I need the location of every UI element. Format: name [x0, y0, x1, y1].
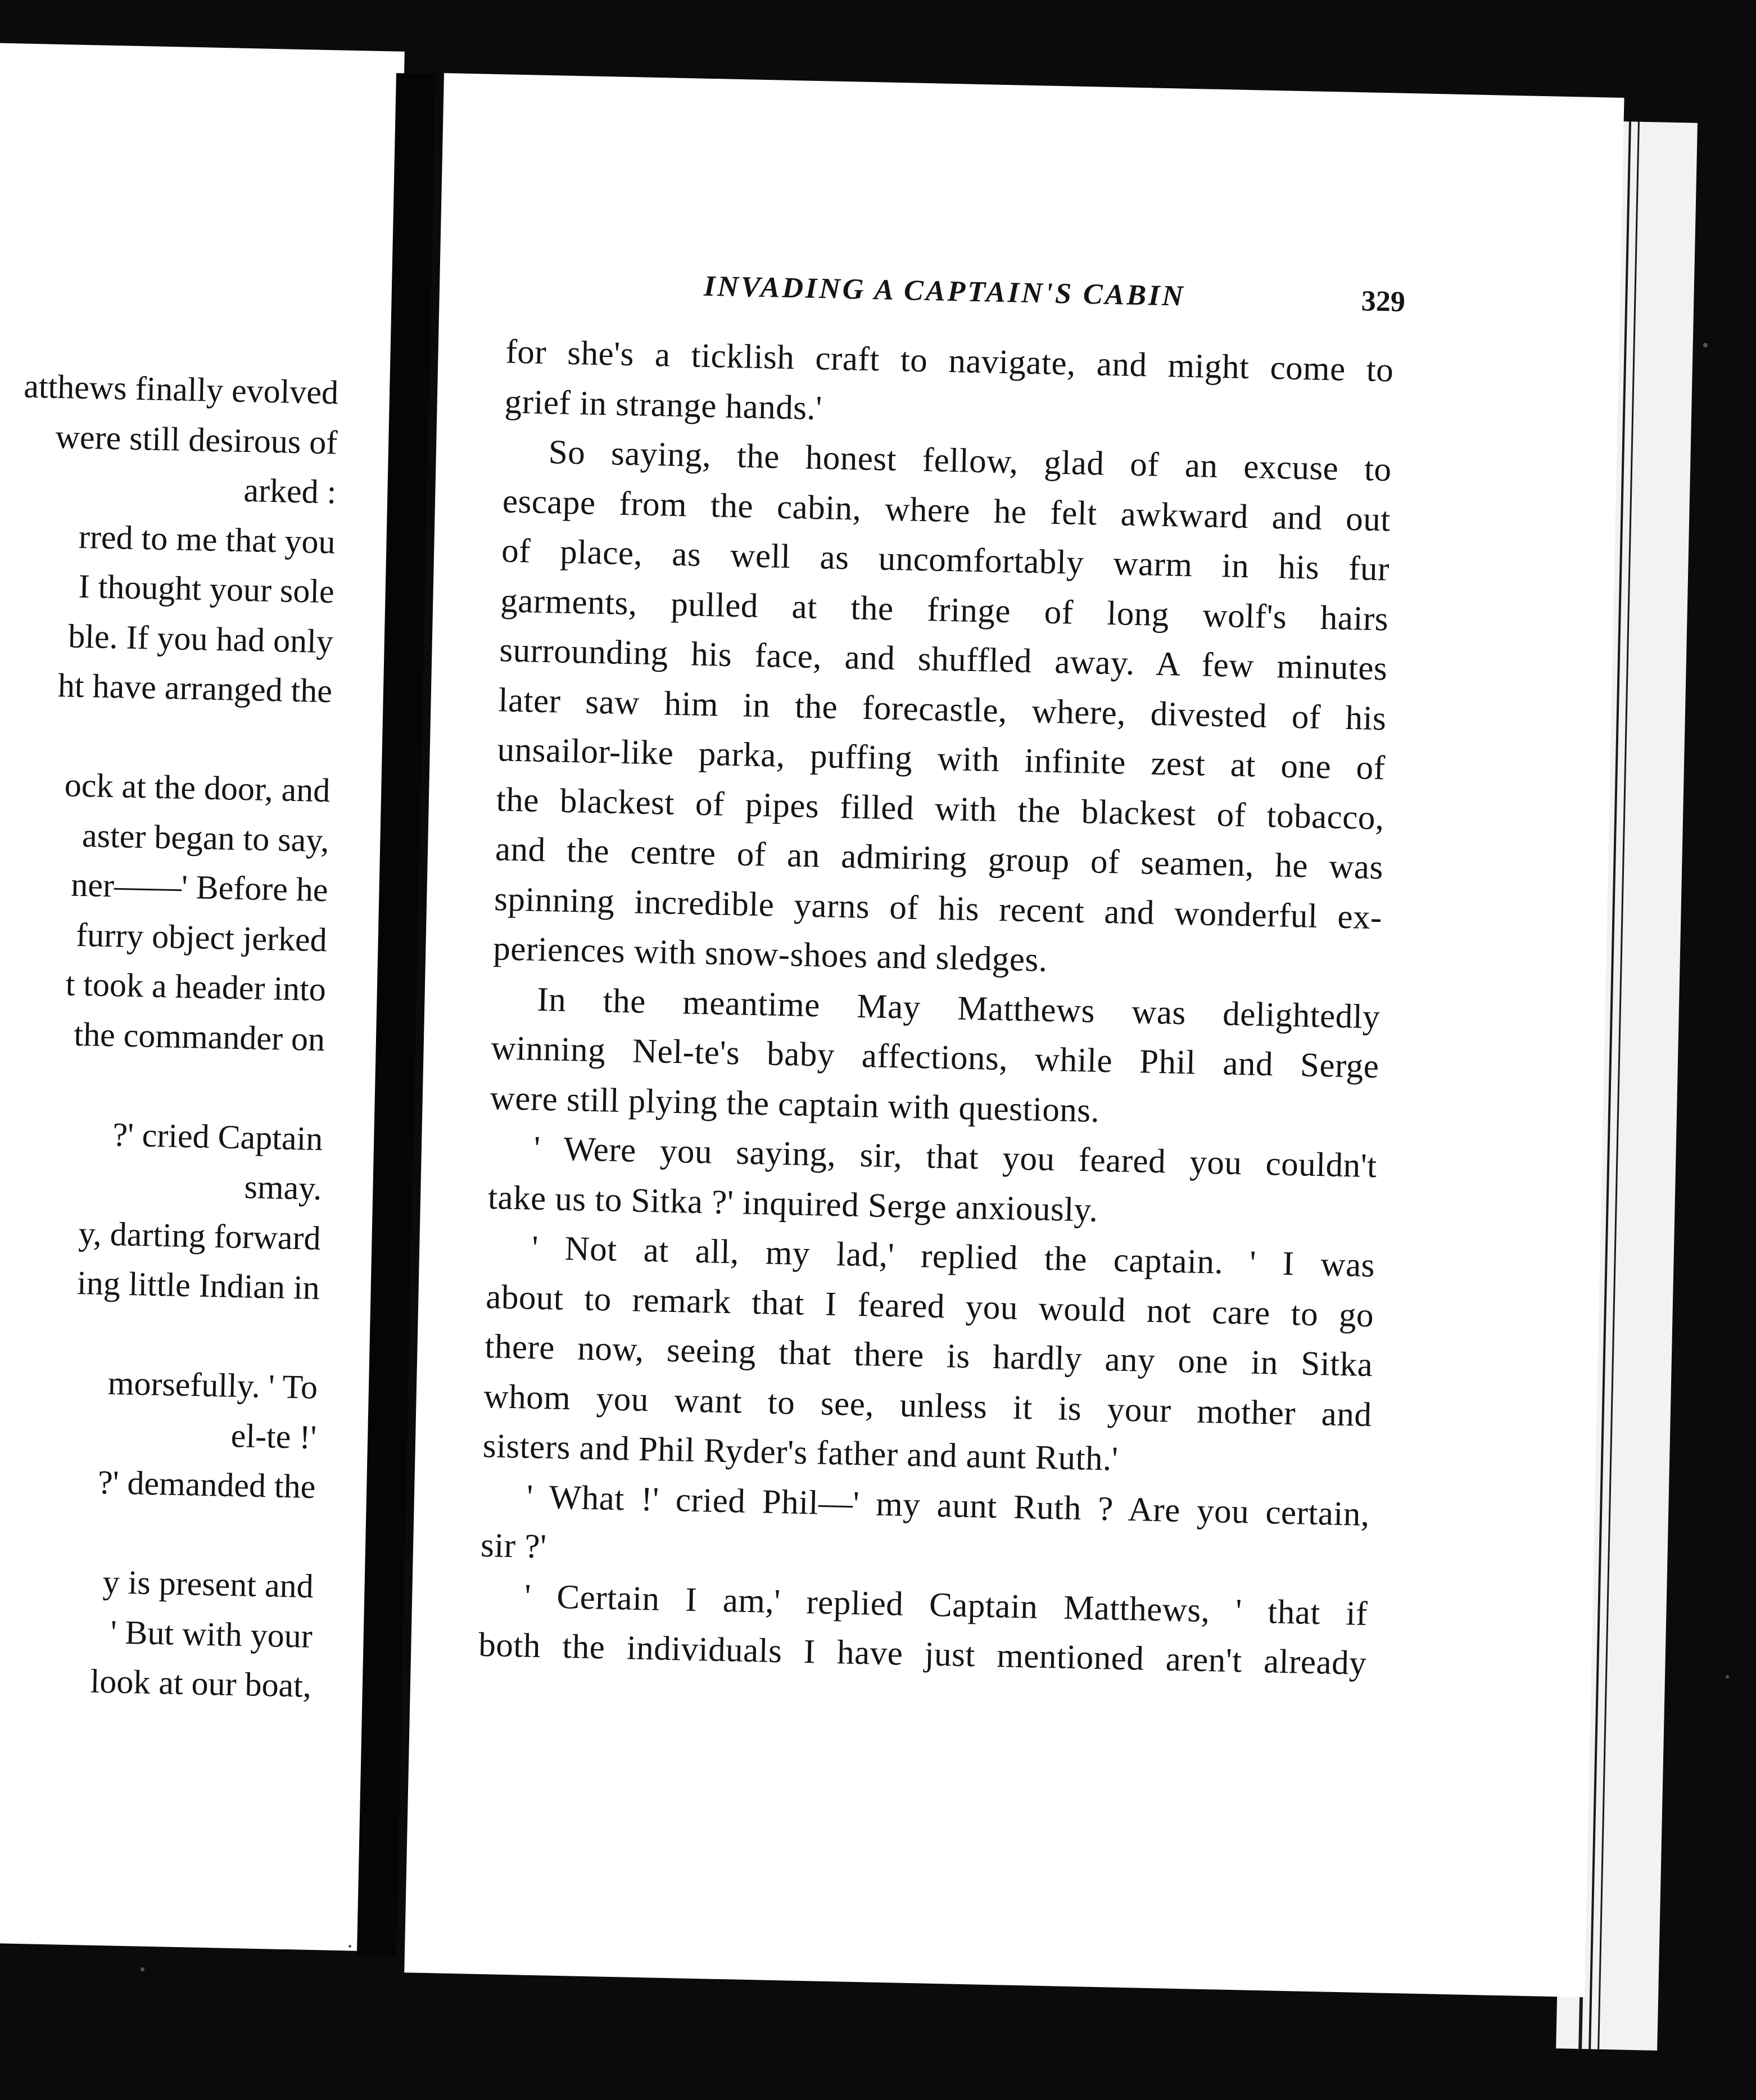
left-text-line: rred to me that you — [78, 518, 336, 560]
text-line: were still plying the captain with questions. — [490, 1079, 1101, 1130]
left-text-line: t took a header into — [65, 965, 327, 1008]
left-text-line: were still desirous of — [55, 418, 338, 461]
left-text-line: the commander on — [73, 1015, 325, 1058]
text-line: surrounding his face, and shuffled away. A few minutes — [499, 631, 1388, 688]
text-line: the blackest of pipes filled with the blackest of tobacco, — [496, 780, 1385, 837]
text-line: In the meantime May Matthews was delightedly — [536, 980, 1381, 1036]
text-line: of place, as well as uncomfortably warm in his fur — [501, 532, 1390, 589]
left-page-text — [0, 350, 339, 1710]
text-line: ' Not at all, my lad,' replied the captain. ' I was — [531, 1229, 1375, 1285]
left-text-line: ner——' Before he — [70, 866, 329, 909]
left-text-line: ?' demanded the — [97, 1463, 316, 1505]
left-page — [0, 42, 405, 1951]
left-text-line: arked : — [243, 471, 337, 511]
left-text-line: y, darting forward — [78, 1214, 322, 1257]
text-line: grief in strange hands.' — [504, 382, 823, 427]
text-line: both the individuals I have just mentioned aren't already — [478, 1626, 1367, 1682]
left-text-line: ' But with your — [110, 1613, 313, 1655]
left-text-line: morsefully. ' To — [107, 1364, 318, 1406]
left-text-line: el-te !' — [230, 1416, 317, 1456]
page-body-text — [478, 327, 1395, 1689]
text-line: take us to Sitka ?' inquired Serge anxiously. — [487, 1178, 1099, 1229]
text-line: whom you want to see, unless it is your mother and — [483, 1377, 1373, 1434]
left-text-line: I thought your sole — [78, 567, 335, 610]
scan-speck — [1703, 343, 1708, 347]
left-text-line: ?' cried Captain — [112, 1115, 323, 1157]
text-line: sir ?' — [480, 1526, 547, 1566]
text-line: sisters and Phil Ryder's father and aunt Ruth.' — [482, 1427, 1119, 1478]
scan-speck — [141, 1967, 144, 1971]
left-text-line: smay. — [244, 1168, 323, 1207]
text-line: ' Were you saying, sir, that you feared you couldn't — [533, 1129, 1378, 1185]
running-header: INVADING A CAPTAIN'S CABIN — [703, 270, 1186, 313]
right-page — [404, 73, 1624, 1997]
page-number: 329 — [1361, 285, 1406, 318]
left-text-line: look at our boat, — [90, 1662, 312, 1704]
text-line: later saw him in the forecastle, where, divested of his — [497, 681, 1387, 737]
left-text-line: ing little Indian in — [76, 1264, 320, 1307]
scan-speck — [349, 1945, 351, 1948]
text-line: and the centre of an admiring group of seamen, he was — [495, 830, 1384, 887]
scan-speck — [1726, 1675, 1729, 1678]
text-line: unsailor-like parka, puffing with infinite zest at one of — [497, 731, 1386, 788]
left-text-line: ble. If you had only — [67, 617, 334, 660]
left-text-line: ht have arranged the — [57, 667, 333, 710]
left-text-line: atthews finally evolved — [23, 367, 339, 411]
text-line: for she's a ticklish craft to navigate, and might come to — [505, 333, 1394, 390]
left-text-line: aster began to say, — [82, 816, 330, 859]
left-text-line: y is present and — [102, 1563, 314, 1605]
text-line: So saying, the honest fellow, glad of an excuse to — [548, 433, 1392, 489]
text-line: ' Certain I am,' replied Captain Matthews, ' that if — [524, 1577, 1368, 1633]
text-line: ' What !' cried Phil—' my aunt Ruth ? Are you certain, — [526, 1478, 1370, 1533]
text-line: about to remark that I feared you would not care to go — [485, 1278, 1374, 1334]
text-line: garments, pulled at the fringe of long wolf's hairs — [500, 581, 1389, 638]
text-line: winning Nel-te's baby affections, while Phil and Serge — [490, 1029, 1380, 1086]
left-page-content — [0, 42, 346, 1704]
left-text-line: furry object jerked — [75, 916, 328, 958]
text-line: there now, seeing that there is hardly any one in Sitka — [484, 1328, 1373, 1384]
left-text-line: ock at the door, and — [64, 766, 331, 809]
text-line: periences with snow-shoes and sledges. — [492, 930, 1048, 979]
text-line: escape from the cabin, where he felt awkward and out — [502, 482, 1391, 538]
text-line: spinning incredible yarns of his recent and wonderful ex- — [494, 880, 1383, 936]
